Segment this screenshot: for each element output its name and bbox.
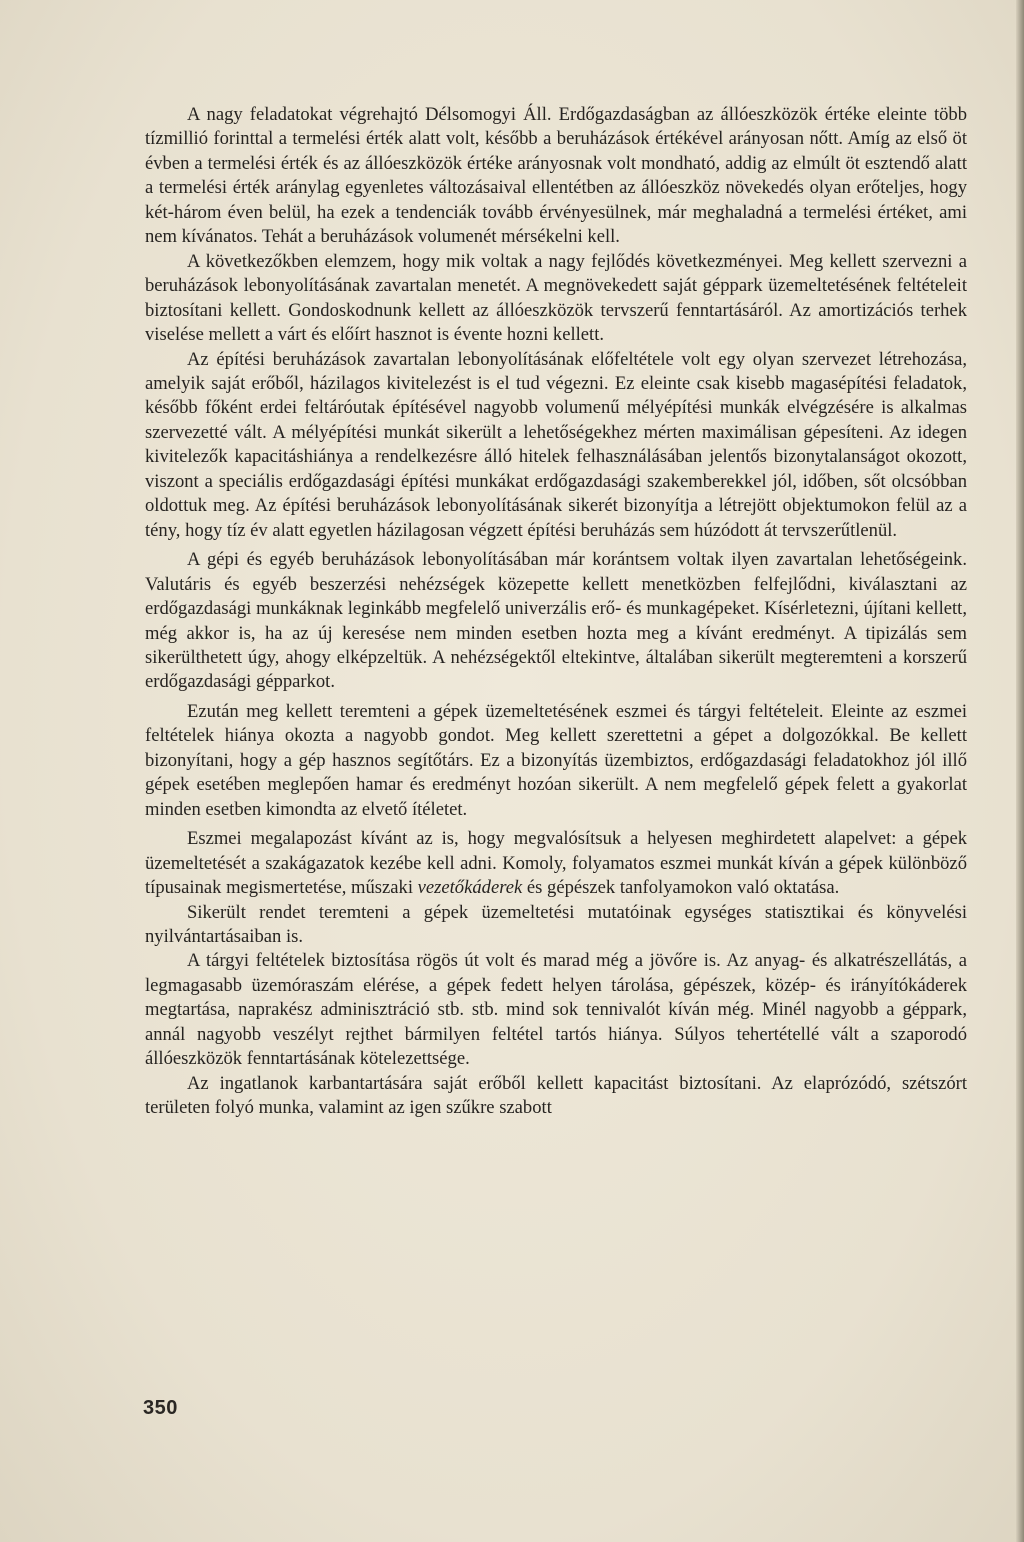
- paragraph-6-text-end: és gépészek tanfolyamokon való oktatása.: [522, 877, 840, 899]
- paragraph-5: Ezután meg kellett teremteni a gépek üzemeltetésének eszmei és tárgyi feltételeit. Eleinte az eszmei feltételek hiánya okozta a nagyobb gondot. Meg kellett szerettetni a gépet a dolgozókkal. Be kellett bizonyítani, hogy a gép hasznos segítőtárs. Ez a bizonyítás üzembiztos, erdőgazdasági feladatokhoz jól illő gépek esetében meglepően hamar és eredményt hozóan sikerült. A nem megfelelő gépek felett a gyakorlat minden esetben kimondta az elvető ítéletet.: [145, 700, 967, 820]
- paragraph-4: A gépi és egyéb beruházások lebonyolításában már korántsem voltak ilyen zavartalan lehetőségeink. Valutáris és egyéb beszerzési nehézségek közepette kellett menetközben felfejlődni, kiválasztani az erdőgazdasági munkáknak leginkább megfelelő univerzális erő- és munkagépeket. Kísérletezni, újítani kellett, még akkor is, ha az új keresése nem minden esetben hozta meg a kívánt eredményt. A tipizálás sem sikerülthetett úgy, ahogy elképzeltük. A nehézségektől eltekintve, általában sikerült megteremteni a korszerű erdőgazdasági gépparkot.: [145, 549, 967, 693]
- body-text: [145, 103, 967, 1121]
- page-edge-shadow: [1016, 0, 1024, 1542]
- paragraph-7: Sikerült rendet teremteni a gépek üzemeltetési mutatóinak egységes statisztikai és könyvelési nyilvántartásaiban is.: [145, 901, 967, 947]
- paragraph-6: [145, 827, 967, 900]
- paragraph-2: A következőkben elemzem, hogy mik voltak a nagy fejlődés következményei. Meg kellett szervezni a beruházások lebonyolításának zavartalan menetét. A megnövekedett saját géppark üzemeltetésének feltételeit biztosítani kellett. Gondoskodnunk kellett az állóeszközök tervszerű fenntartásáról. Az amortizációs terhek viselése mellett a várt és előírt hasznot is évente hozni kellett.: [145, 250, 967, 346]
- paragraph-6-emphasis: vezetőkáderek: [417, 877, 523, 899]
- page-number: 350: [143, 1397, 178, 1419]
- paragraph-8: A tárgyi feltételek biztosítása rögös út volt és marad még a jövőre is. Az anyag- és alkatrészellátás, a legmagasabb üzemóraszám elérése, a gépek fedett helyen tárolása, gépészek, közép- és irányítókáderek megtartása, naprakész adminisztráció stb. stb. mind sok tennivalót kíván még. Minél nagyobb a géppark, annál nagyobb veszélyt rejthet bármilyen feltétel tartós hiánya. Súlyos tehertétellé vált a szaporodó állóeszközök fenntartásának kötelezettsége.: [145, 950, 967, 1070]
- paragraph-9: Az ingatlanok karbantartására saját erőből kellett kapacitást biztosítani. Az elaprózódó, szétszórt területen folyó munka, valamint az igen szűkre szabott: [145, 1072, 967, 1119]
- paragraph-1: A nagy feladatokat végrehajtó Délsomogyi Áll. Erdőgazdaságban az állóeszközök értéke eleinte több tízmillió forinttal a termelési érték alatt volt, később a beruházások értékével arányosan nőtt. Amíg az első öt évben a termelési érték és az állóeszközök értéke arányosnak volt mondható, addig az elmúlt öt esztendő alatt a termelési érték aránylag egyenletes változásaival ellentétben az állóeszköz növekedés olyan erőteljes, hogy két-három éven belül, ha ezek a tendenciák tovább érvényesülnek, már meghaladná a termelési értéket, ami nem kívánatos. Tehát a beruházások volumenét mérsékelni kell.: [145, 104, 967, 248]
- paragraph-3: Az építési beruházások zavartalan lebonyolításának előfeltétele volt egy olyan szervezet létrehozása, amelyik saját erőből, házilagos kivitelezést is el tud végezni. Ez eleinte csak kisebb magasépítési feladatok, később főként erdei feltáróutak építésével nagyobb volumenű mélyépítési munkák elvégzésére is alkalmas szervezetté vált. A mélyépítési munkát sikerült a lehetőségekhez mérten maximálisan gépesíteni. Az idegen kivitelezők kapacitáshiánya a rendelkezésre álló hitelek felhasználásában jelentős bizonytalanságot okozott, viszont a speciális erdőgazdasági építési munkákat erdőgazdasági szakemberekkel jól, időben, sőt olcsóbban oldottuk meg. Az építési beruházások lebonyolításának sikerét bizonyítja a létrejött objektumokon felül az a tény, hogy tíz év alatt egyetlen házilagosan végzett építési beruházás sem húzódott át tervszerűtlenül.: [145, 348, 967, 541]
- paragraph-6-text-start: Eszmei megalapozást kívánt az is, hogy megvalósítsuk a helyesen meghirdetett alapelvet: a gépek üzemeltetését a szakágazatok kezébe kell adni. Komoly, folyamatos eszmei munkát kíván a gépek különböző típusainak megismertetése, műszaki: [145, 828, 967, 899]
